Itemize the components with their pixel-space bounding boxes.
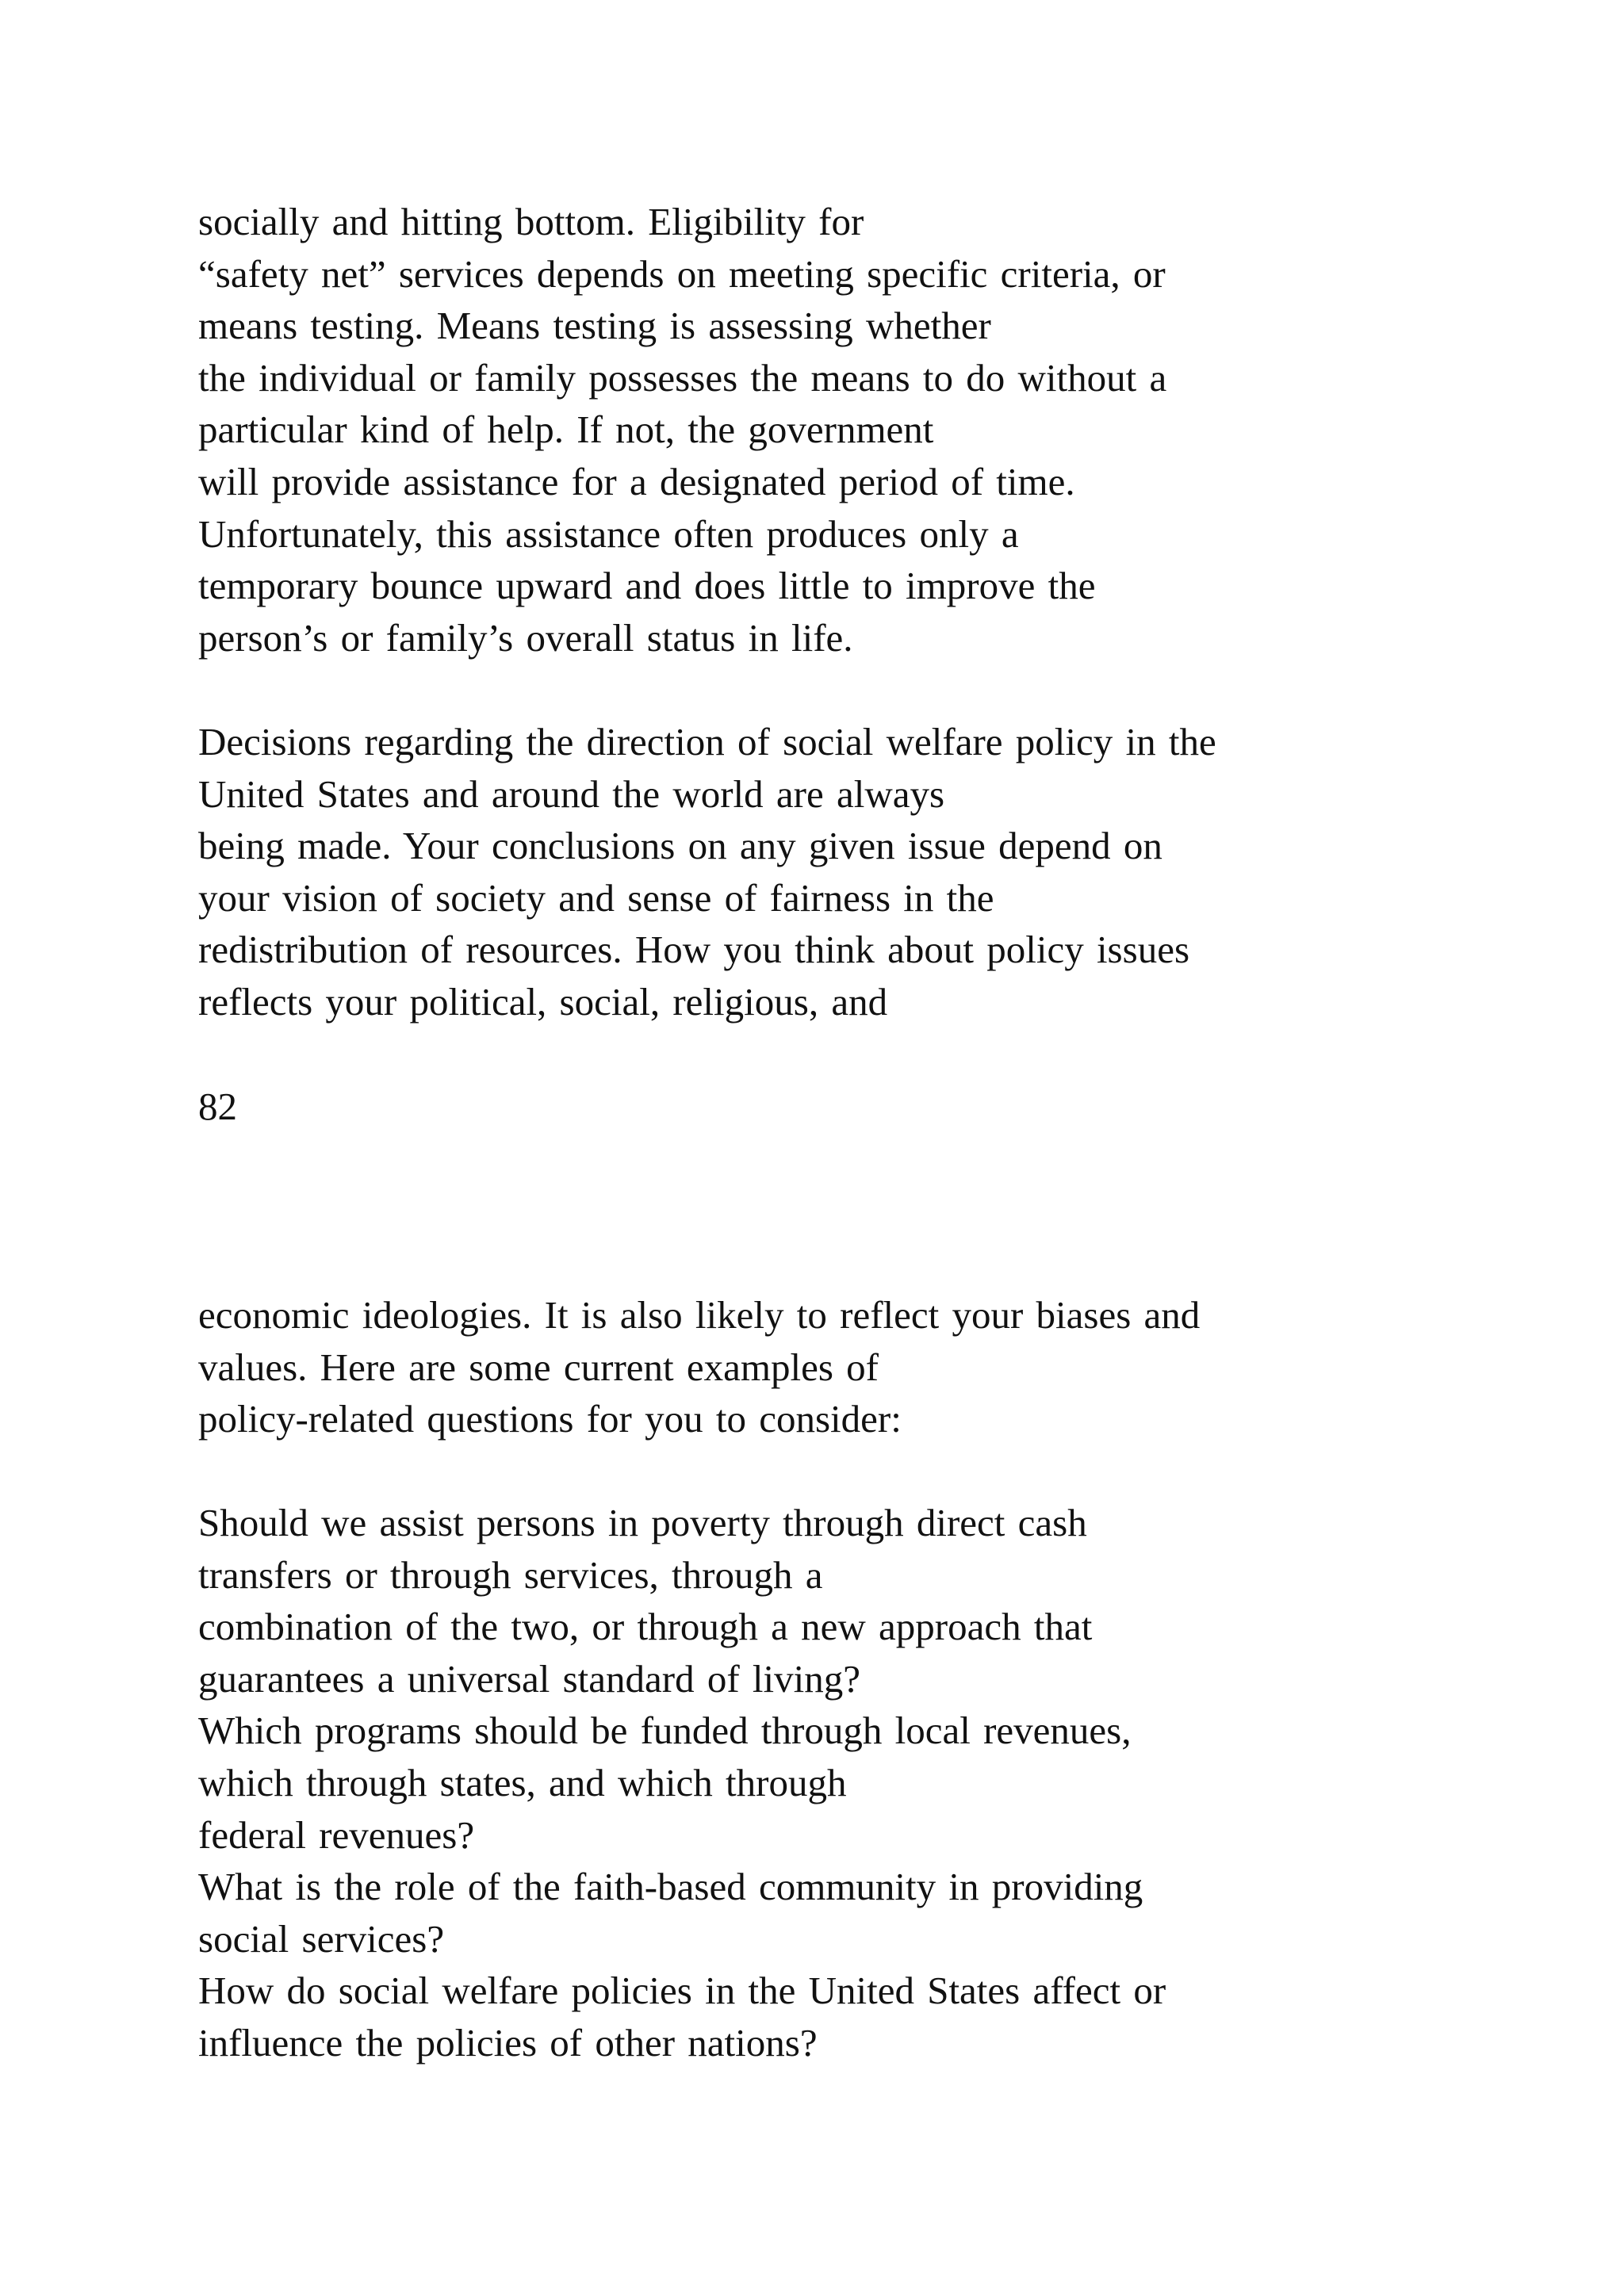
paragraph-means-testing	[198, 196, 1546, 664]
text-line: the individual or family possesses the means to do without a	[198, 355, 1167, 400]
text-line: Should we assist persons in poverty through direct cash	[198, 1501, 1087, 1544]
text-line: Which programs should be funded through local revenues,	[198, 1709, 1132, 1753]
paragraph-policy-questions	[198, 1497, 1546, 2069]
text-line: transfers or through services, through a	[198, 1552, 823, 1597]
text-line: federal revenues?	[198, 1812, 475, 1857]
text-line: influence the policies of other nations?	[198, 2020, 818, 2064]
text-line: How do social welfare policies in the United States affect or	[198, 1969, 1166, 2013]
paragraph-policy-decisions	[198, 716, 1546, 1028]
text-line: combination of the two, or through a new approach that	[198, 1605, 1093, 1649]
page-number-container	[198, 1081, 1546, 1133]
text-line: will provide assistance for a designated period of time.	[198, 459, 1075, 503]
text-line: What is the role of the faith-based community in providing	[198, 1865, 1143, 1909]
text-line: guarantees a universal standard of living?	[198, 1656, 861, 1701]
text-line: economic ideologies. It is also likely to reflect your biases and	[198, 1293, 1201, 1337]
text-line: socially and hitting bottom. Eligibility for	[198, 200, 864, 243]
text-line: temporary bounce upward and does little to improve the	[198, 564, 1096, 608]
text-line: Decisions regarding the direction of social welfare policy in the	[198, 720, 1216, 763]
text-line: means testing. Means testing is assessing whether	[198, 304, 991, 348]
text-line: redistribution of resources. How you think about policy issues	[198, 928, 1190, 972]
paragraph-ideologies	[198, 1289, 1546, 1445]
text-line: “safety net” services depends on meeting specific criteria, or	[198, 251, 1166, 296]
text-line: which through states, and which through	[198, 1760, 847, 1804]
text-line: United States and around the world are always	[198, 771, 945, 816]
text-line: particular kind of help. If not, the government	[198, 408, 934, 452]
text-line: being made. Your conclusions on any given issue depend on	[198, 824, 1162, 868]
text-line: reflects your political, social, religious, and	[198, 979, 888, 1024]
text-line: your vision of society and sense of fairness in the	[198, 875, 994, 920]
text-line: Unfortunately, this assistance often produces only a	[198, 511, 1019, 556]
text-line: person’s or family’s overall status in life.	[198, 615, 853, 660]
text-line: policy-related questions for you to consider:	[198, 1397, 902, 1441]
text-line: social services?	[198, 1916, 445, 1961]
text-line: values. Here are some current examples of	[198, 1345, 879, 1389]
page-number: 82	[198, 1085, 237, 1128]
